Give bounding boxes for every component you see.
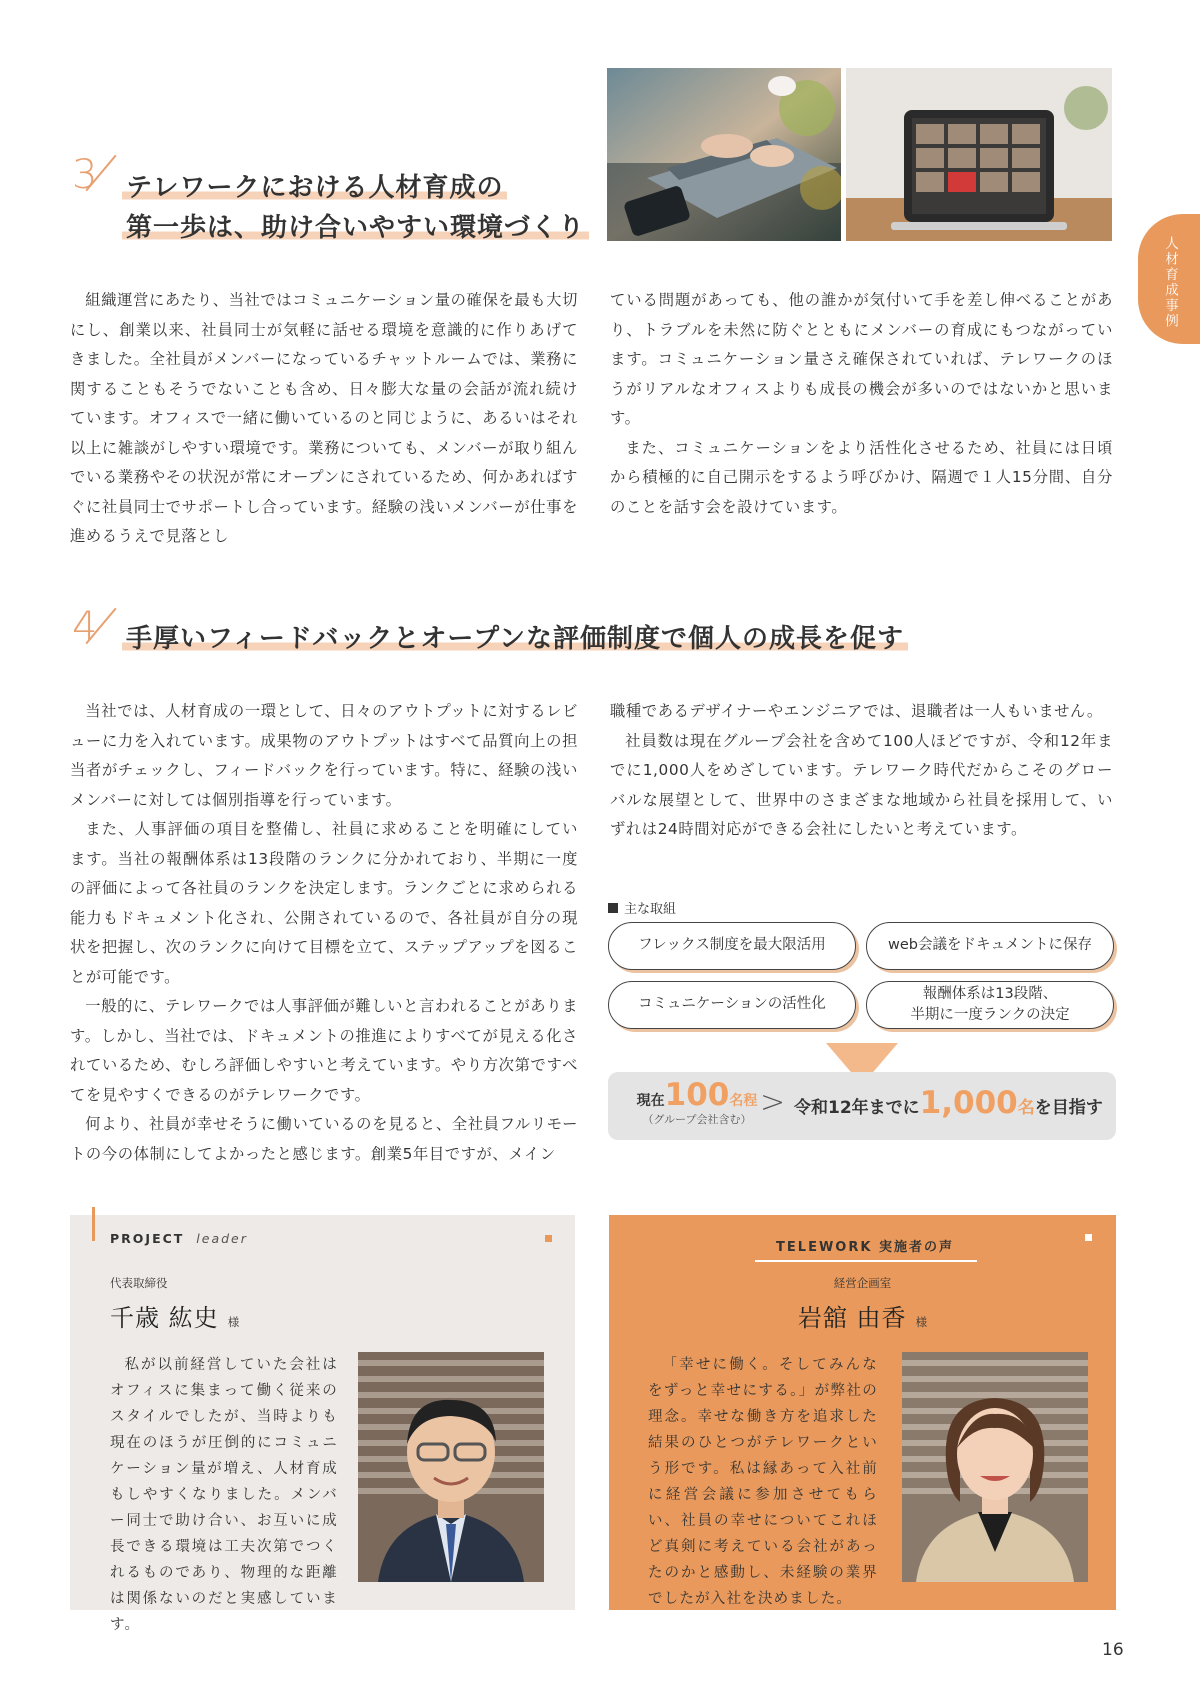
leader-name: 千歳 紘史 — [110, 1304, 219, 1332]
voice-honorific: 様 — [915, 1315, 928, 1329]
leader-label — [110, 1231, 248, 1246]
initiative-web-meeting: web会議をドキュメントに保存 — [866, 922, 1114, 970]
leader-name-block — [110, 1298, 239, 1333]
voice-text-block — [648, 1352, 878, 1612]
initiatives-heading — [608, 898, 676, 917]
initiative-pay-scale — [866, 981, 1114, 1029]
goal-now-note: （グループ会社含む） — [642, 1113, 752, 1126]
leader-portrait-photo — [358, 1352, 544, 1582]
page-number: 16 — [1102, 1640, 1124, 1660]
voice-portrait-photo — [902, 1352, 1088, 1582]
goal-target-prefix: 令和12年までに — [794, 1098, 920, 1118]
section4-left-text-1: 当社では、人材育成の一環として、日々のアウトプットに対するレビューに力を入れています。成果物のアウトプットはすべて品質向上の担当者がチェックし、フィードバックを行っています。特に、経験の浅いメンバーに対しては個別指導を行っています。 — [70, 702, 578, 809]
section4-left-text-4: 何より、社員が幸せそうに働いているのを見ると、全社員フルリモートの今の体制にしてよかったと感じます。創業5年目ですが、メイン — [70, 1115, 578, 1163]
leader-role: 代表取締役 — [110, 1276, 168, 1290]
side-tab-label: 人材育成事例 — [1162, 236, 1178, 329]
photo-web-meeting — [846, 68, 1112, 241]
section4-left-column — [70, 697, 578, 1169]
voice-name: 岩舘 由香 — [797, 1304, 907, 1332]
section4-left-text-3: 一般的に、テレワークでは人事評価が難しいと言われることがあります。しかし、当社では、ドキュメントの推進によりすべてが見える化されているため、むしろ評価しやすいと考えています。やり方次第ですべてを見やすくできるのがテレワークです。 — [70, 997, 578, 1104]
goal-target-suffix: を目指す — [1034, 1098, 1103, 1118]
section4-title — [122, 619, 922, 659]
initiatives-label: 主な取組 — [624, 902, 677, 917]
goal-now — [630, 1077, 764, 1126]
leader-box-accent-bar — [92, 1207, 95, 1241]
voice-role: 経営企画室 — [833, 1276, 892, 1290]
initiative-pay-scale-line2: 半期に一度ランクの決定 — [910, 1007, 1070, 1023]
section3-left-text: 組織運営にあたり、当社ではコミュニケーション量の確保を最も大切にし、創業以来、社員同士が気軽に話せる環境を意識的に作りあげてきました。全社員がメンバーになっているチャットルームでは、業務に関することもそうでないことも含め、日々膨大な量の会話が流れ続けています。オフィスで一緒に働いているのと同じように、あるいはそれ以上に雑談がしやすい環境です。業務についても、メンバーが取り組んでいる業務やその状況が常にオープンにされているため、何かあればすぐに社員同士でサポートし合っています。経験の浅いメンバーが仕事を進めるうえで見落とし — [70, 291, 578, 545]
initiative-pay-scale-line1: 報酬体系は13段階、 — [922, 985, 1058, 1002]
section3-left-column — [70, 286, 578, 552]
photo-laptop-typing — [607, 68, 841, 241]
section3-right-text-2: また、コミュニケーションをより活性化させるため、社員には日頃から積極的に自己開示をするよう呼びかけ、隔週で１人15分間、自分のことを話す会を設けています。 — [610, 438, 1113, 516]
section4-title-text: 手厚いフィードバックとオープンな評価制度で個人の成長を促す — [122, 624, 908, 654]
goal-now-prefix: 現在 — [636, 1093, 665, 1109]
leader-text-block — [110, 1352, 338, 1638]
section3-number: 3 — [72, 152, 98, 198]
section3-right-text-1: ている問題があっても、他の誰かが気付いて手を差し伸べることがあり、トラブルを未然に防ぐとともにメンバーの育成にもつながっています。コミュニケーション量さえ確保されていれば、テレワークのほうがリアルなオフィスよりも成長の機会が多いのではないかと思います。 — [610, 291, 1113, 427]
leader-label-italic: leader — [196, 1231, 248, 1246]
initiative-flex: フレックス制度を最大限活用 — [608, 922, 856, 970]
section3-title — [122, 168, 592, 249]
section4-right-column — [610, 697, 1113, 845]
section3-title-line2: 第一歩は、助け合いやすい環境づくり — [122, 213, 589, 243]
goal-target-value: 1,000 — [919, 1085, 1018, 1121]
square-bullet-icon — [608, 903, 618, 913]
leader-box-dot-icon — [545, 1235, 552, 1242]
voice-text: 「幸せに働く。そしてみんなをずっと幸せにする。」が弊社の理念。幸せな働き方を追求した結果のひとつがテレワークという形です。私は縁あって入社前に経営会議に参加させてもらい、社員の幸せについてこれほど真剣に考えている会社があったのかと感動し、未経験の業界でしたが入社を決めました。 — [648, 1357, 878, 1607]
section4-left-text-2: また、人事評価の項目を整備し、社員に求めることを明確にしています。当社の報酬体系は13段階のランクに分かれており、半期に一度の評価によって各社員のランクを決定します。ランクごとに求められる能力もドキュメント化され、公開されているので、各社員が自分の現状を把握し、次のランクに向けて目標を立て、ステップアップを図ることが可能です。 — [70, 820, 578, 986]
section3-right-column — [610, 286, 1113, 522]
voice-name-block — [609, 1298, 1116, 1333]
leader-label-bold: PROJECT — [110, 1231, 185, 1246]
voice-label-underline — [755, 1260, 977, 1262]
goal-now-value: 100 — [664, 1077, 730, 1113]
section4-right-text-1: 職種であるデザイナーやエンジニアでは、退職者は一人もいません。 — [610, 702, 1103, 720]
section3-title-line1: テレワークにおける人材育成の — [122, 173, 507, 203]
voice-box-dot-icon — [1085, 1234, 1092, 1241]
section4-number: 4 — [72, 604, 98, 650]
goal-now-suffix: 名程 — [729, 1093, 758, 1109]
goal-target — [794, 1085, 1103, 1121]
voice-label: TELEWORK 実施者の声 — [776, 1240, 954, 1255]
leader-text: 私が以前経営していた会社はオフィスに集まって働く従来のスタイルでしたが、当時よりも現在のほうが圧倒的にコミュニケーション量が増え、人材育成もしやすくなりました。メンバー同士で助け合い、お互いに成長できる環境は工夫次第でつくれるものであり、物理的な距離は関係ないのだと実感しています。 — [110, 1357, 338, 1633]
goal-chevron-icon: > — [760, 1085, 786, 1120]
section4-right-text-2: 社員数は現在グループ会社を含めて100人ほどですが、令和12年までに1,000人をめざしています。テレワーク時代だからこそのグローバルな展望として、世界中のさまざまな地域から社員を採用して、いずれは24時間対応ができる会社にしたいと考えています。 — [610, 731, 1113, 838]
leader-honorific: 様 — [227, 1315, 240, 1329]
initiative-communication: コミュニケーションの活性化 — [608, 981, 856, 1029]
goal-target-unit: 名 — [1017, 1098, 1035, 1118]
